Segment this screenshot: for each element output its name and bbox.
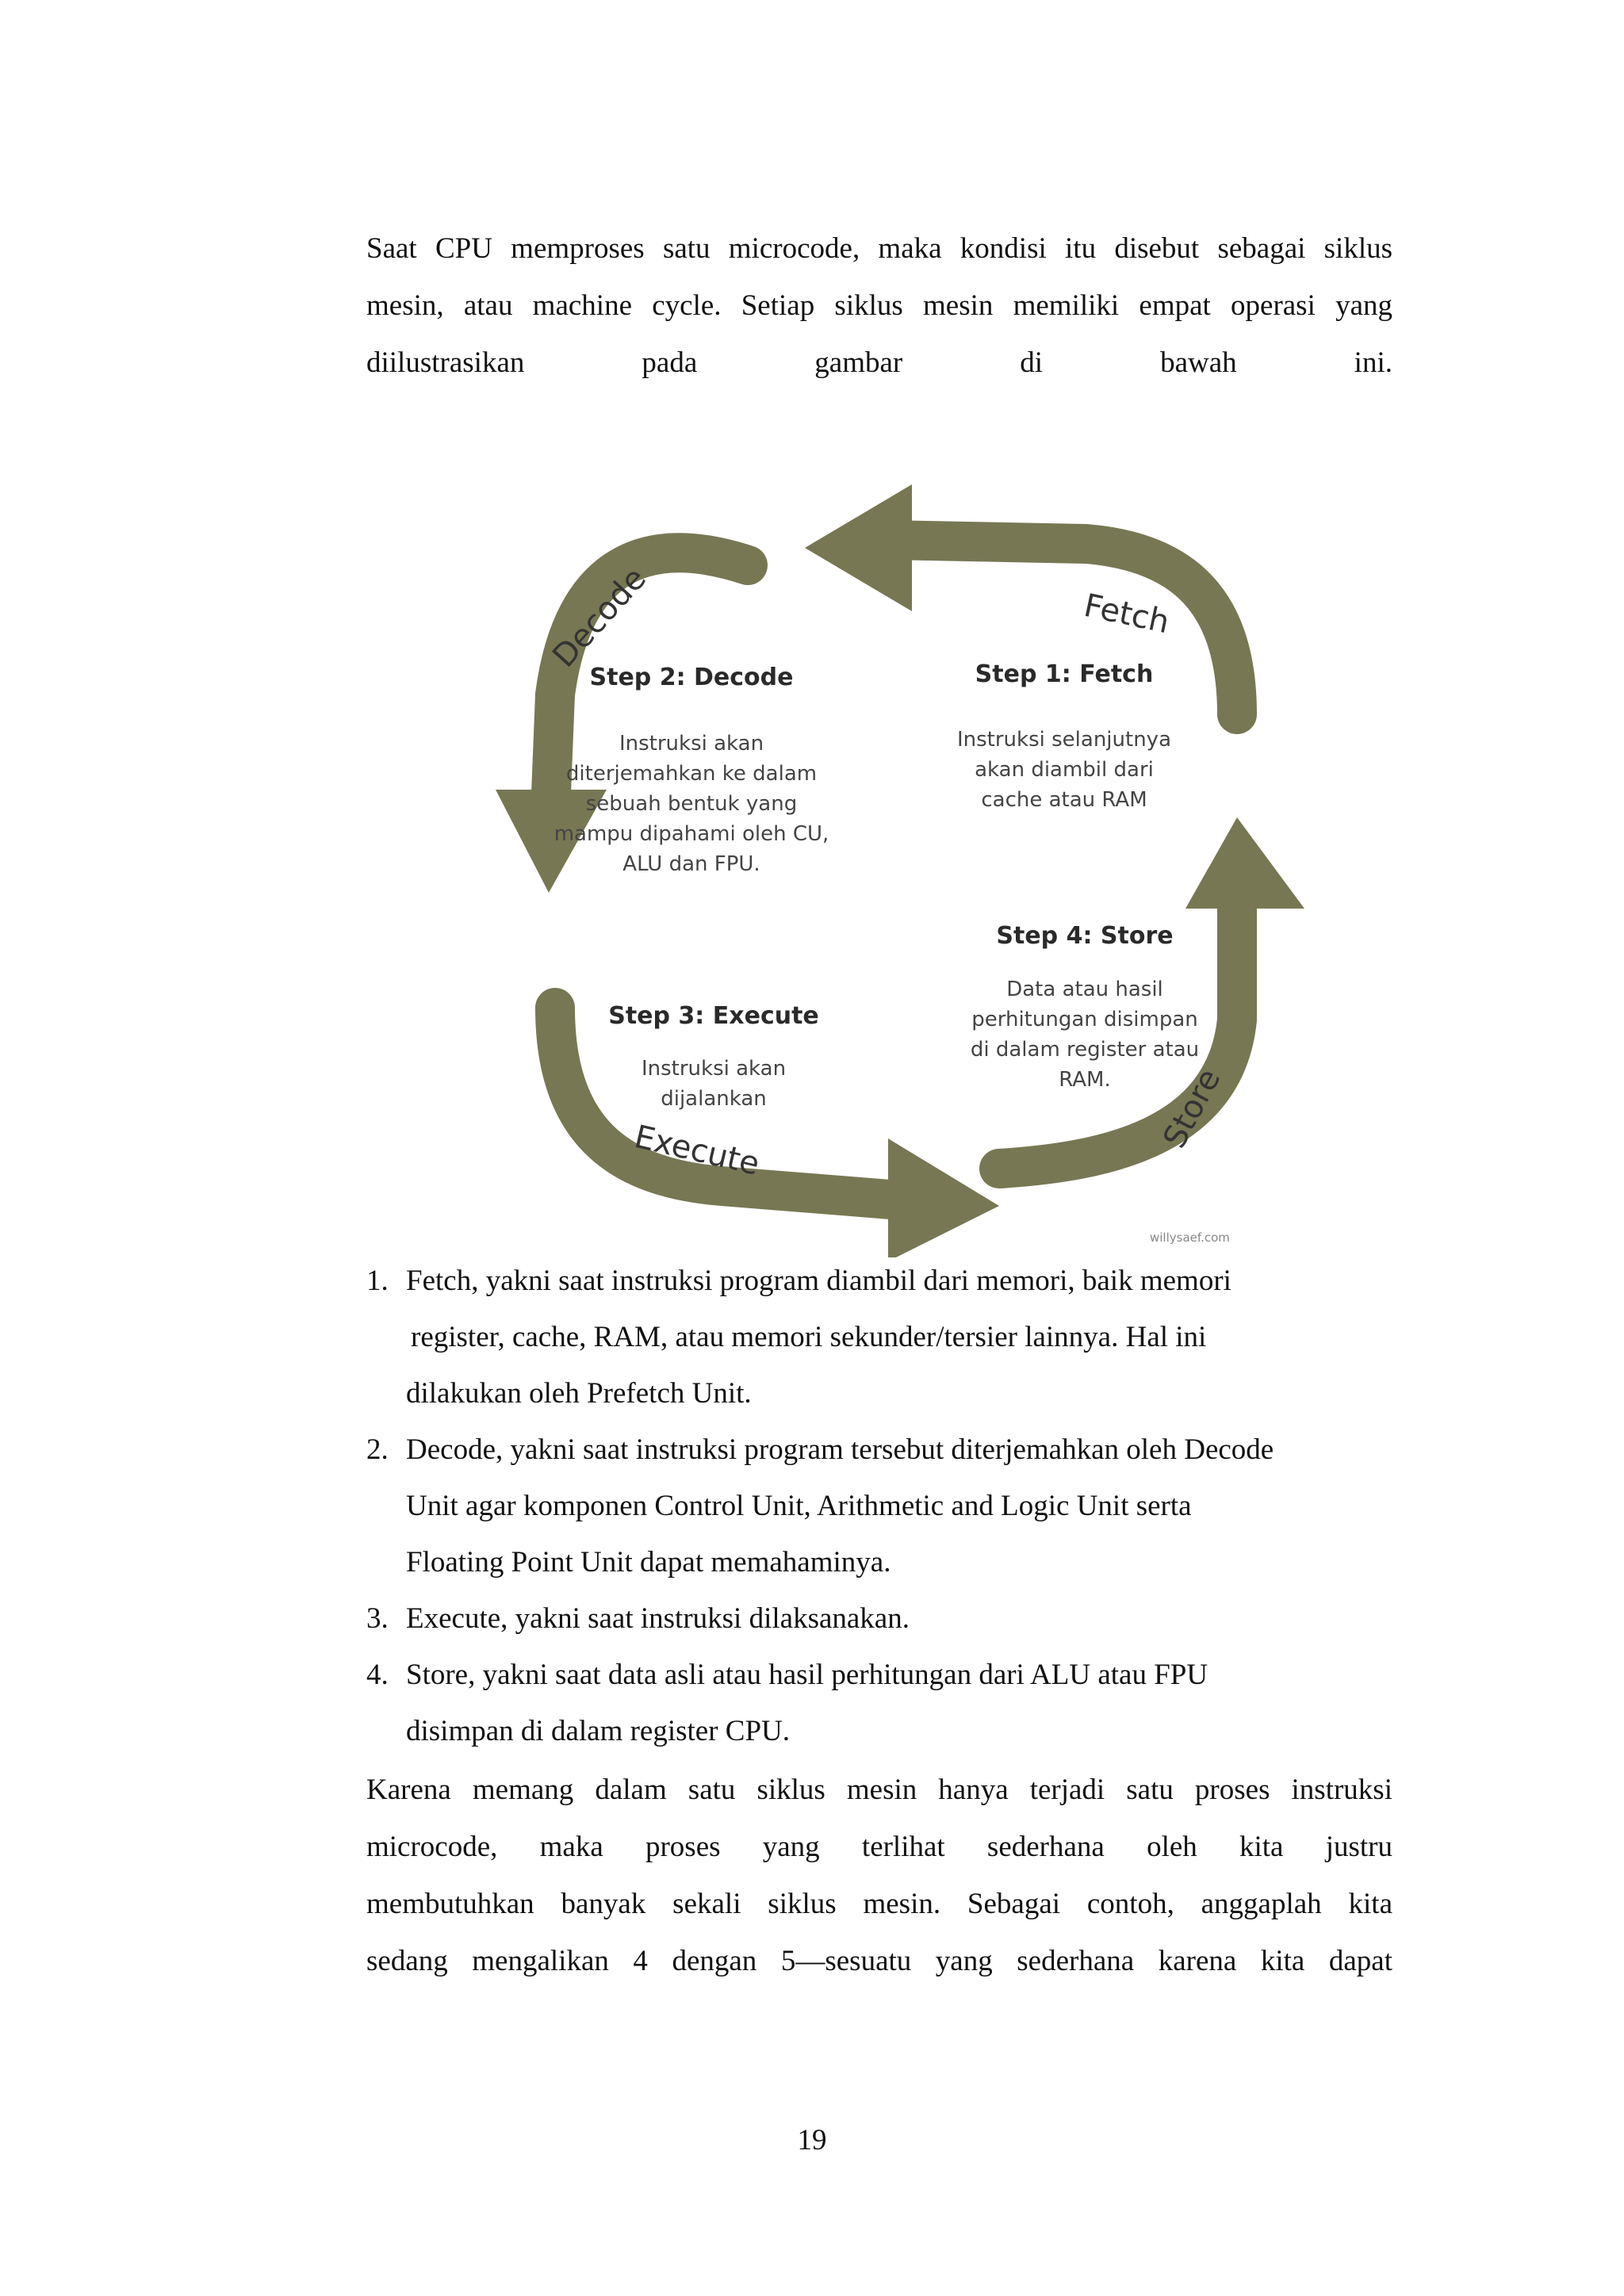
list-item-line: register, cache, RAM, atau memori sekunder/tersier lainnya. Hal ini <box>411 1321 1207 1353</box>
fetch-step-line: Instruksi selanjutnya <box>956 728 1172 752</box>
execute-step-line: Instruksi akan <box>641 1057 787 1081</box>
store-step-line: RAM. <box>1059 1068 1111 1092</box>
list-number: 4. <box>366 1659 389 1691</box>
decode-step-line: sebuah bentuk yang <box>585 792 798 816</box>
closing-line: sedang mengalikan 4 dengan 5—sesuatu yang sederhana karena kita dapat <box>366 1945 1392 1977</box>
store-step-line: di dalam register atau <box>970 1038 1200 1062</box>
decode-step-line: diterjemahkan ke dalam <box>565 762 818 786</box>
execute-arrowhead <box>888 1138 999 1257</box>
list-item-line: Store, yakni saat data asli atau hasil perhitungan dari ALU atau FPU <box>406 1659 1208 1691</box>
closing-line: Karena memang dalam satu siklus mesin hanya terjadi satu proses instruksi <box>366 1774 1392 1806</box>
list-number: 2. <box>366 1433 389 1466</box>
decode-step-line: ALU dan FPU. <box>622 852 760 876</box>
list-item-line: disimpan di dalam register CPU. <box>406 1715 791 1747</box>
closing-line: microcode, maka proses yang terlihat sederhana oleh kita justru <box>366 1831 1392 1863</box>
list-item-line: Unit agar komponen Control Unit, Arithmetic and Logic Unit serta <box>406 1490 1192 1522</box>
decode-step-line: mampu dipahami oleh CU, <box>553 822 829 846</box>
intro-line: mesin, atau machine cycle. Setiap siklus mesin memiliki empat operasi yang <box>366 289 1392 322</box>
store-step-line: Data atau hasil <box>1006 978 1163 1001</box>
list-item <box>366 1590 1397 1647</box>
store-step-title: Step 4: Store <box>996 922 1174 950</box>
fetch-arrowhead <box>805 484 912 611</box>
machine-cycle-figure <box>444 465 1332 1257</box>
list-item-line: Floating Point Unit dapat memahaminya. <box>406 1546 891 1578</box>
intro-line: Saat CPU memproses satu microcode, maka kondisi itu disebut sebagai siklus <box>366 232 1392 265</box>
list-item <box>366 1253 1397 1422</box>
decode-step-title: Step 2: Decode <box>589 664 794 691</box>
decode-step-line: Instruksi akan <box>619 732 764 756</box>
store-arrow-label: Store <box>1156 1062 1228 1154</box>
store-arrowhead <box>1185 817 1304 909</box>
figure-credit: willysaef.com <box>1150 1230 1230 1245</box>
intro-line: diilustrasikan pada gambar di bawah ini. <box>366 346 1392 379</box>
fetch-step-title: Step 1: Fetch <box>975 660 1154 688</box>
fetch-arrow-label: Fetch <box>1080 587 1173 641</box>
execute-step-line: dijalankan <box>661 1087 767 1111</box>
list-item-line: Fetch, yakni saat instruksi program diambil dari memori, baik memori <box>406 1265 1231 1297</box>
intro-paragraph <box>366 220 1392 392</box>
cycle-diagram <box>444 465 1332 1257</box>
list-item-line: Execute, yakni saat instruksi dilaksanakan. <box>406 1602 910 1635</box>
execute-arrow-label: Execute <box>630 1118 763 1183</box>
list-item-line: dilakukan oleh Prefetch Unit. <box>406 1377 752 1410</box>
closing-paragraph <box>366 1762 1392 1990</box>
page-number: 19 <box>797 2124 827 2156</box>
store-step-line: perhitungan disimpan <box>971 1008 1198 1031</box>
list-number: 1. <box>366 1265 389 1297</box>
execute-step-title: Step 3: Execute <box>608 1002 819 1030</box>
fetch-step-line: cache atau RAM <box>981 788 1147 812</box>
closing-line: membutuhkan banyak sekali siklus mesin. Sebagai contoh, anggaplah kita <box>366 1888 1392 1920</box>
list-number: 3. <box>366 1602 389 1635</box>
cycle-steps-list <box>366 1253 1397 1759</box>
decode-arrow-label: Decode <box>546 561 654 675</box>
list-item <box>366 1647 1397 1759</box>
fetch-step-line: akan diambil dari <box>975 758 1154 782</box>
list-item <box>366 1422 1397 1590</box>
fetch-arrow-shaft <box>888 540 1237 714</box>
list-item-line: Decode, yakni saat instruksi program tersebut diterjemahkan oleh Decode <box>406 1433 1274 1466</box>
